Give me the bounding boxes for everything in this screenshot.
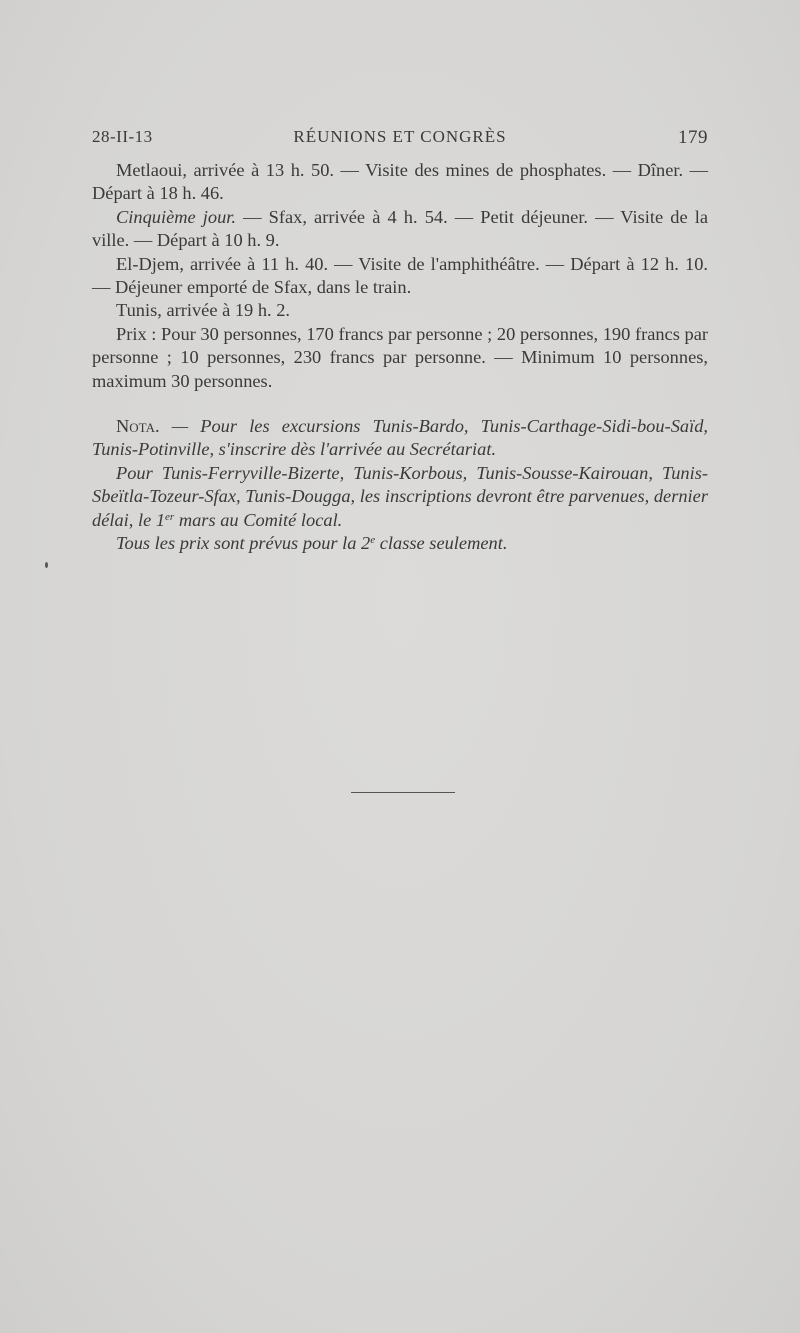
nota-text: — Pour les excursions Tunis-Bardo, Tunis-Carthage-Sidi-bou-Saïd, Tunis-Potinville, s'inscrire dès l'arrivée au Secrétariat. bbox=[92, 416, 708, 460]
paragraph-tunis: Tunis, arrivée à 19 h. 2. bbox=[116, 300, 291, 321]
ink-speck bbox=[45, 562, 48, 568]
nota-label: Nota. bbox=[116, 416, 160, 437]
nota-inscriptions bbox=[92, 462, 708, 532]
nota-prix-classe bbox=[92, 532, 708, 555]
ordinal-sup-2: e bbox=[370, 534, 376, 547]
section-title: RÉUNIONS ET CONGRÈS bbox=[293, 127, 507, 146]
end-rule bbox=[351, 792, 455, 793]
date-code: 28-II-13 bbox=[92, 127, 153, 146]
paragraph-prix: Prix : Pour 30 personnes, 170 francs par personne ; 20 personnes, 190 francs par personne ; 10 personnes, 230 francs par personne. — Minimum 10 personnes, maximum 30 personnes. bbox=[92, 323, 708, 391]
nota-paragraph bbox=[92, 415, 708, 462]
classe-text-end: classe seulement. bbox=[375, 533, 508, 554]
page-number: 179 bbox=[678, 127, 708, 148]
paragraph-el-djem: El-Djem, arrivée à 11 h. 40. — Visite de l'amphithéâtre. — Départ à 12 h. 10. — Déjeuner emporté de Sfax, dans le train. bbox=[92, 253, 708, 298]
running-head bbox=[92, 127, 708, 153]
spacer bbox=[92, 393, 708, 415]
inscriptions-text: Pour Tunis-Ferryville-Bizerte, Tunis-Korbous, Tunis-Sousse-Kairouan, Tunis-Sbeïtla-Tozeur-Sfax, Tunis-Dougga, les inscriptions devront être parvenues, dernier délai, le 1 bbox=[92, 462, 708, 530]
ordinal-sup: er bbox=[165, 510, 175, 523]
classe-text: Tous les prix sont prévus pour la 2 bbox=[116, 533, 371, 554]
day-label: Cinquième jour. bbox=[116, 206, 237, 227]
inscriptions-text-end: mars au Comité local. bbox=[174, 509, 343, 530]
body-text bbox=[92, 159, 708, 556]
day-text: — Sfax, arrivée à 4 h. 54. — Petit déjeuner. — Visite de la ville. — Départ à 10 h. 9. bbox=[92, 206, 708, 251]
paragraph-cinquieme-jour bbox=[92, 206, 708, 253]
paragraph-metlaoui: Metlaoui, arrivée à 13 h. 50. — Visite des mines de phosphates. — Dîner. — Départ à 18 h. 46. bbox=[92, 160, 708, 204]
